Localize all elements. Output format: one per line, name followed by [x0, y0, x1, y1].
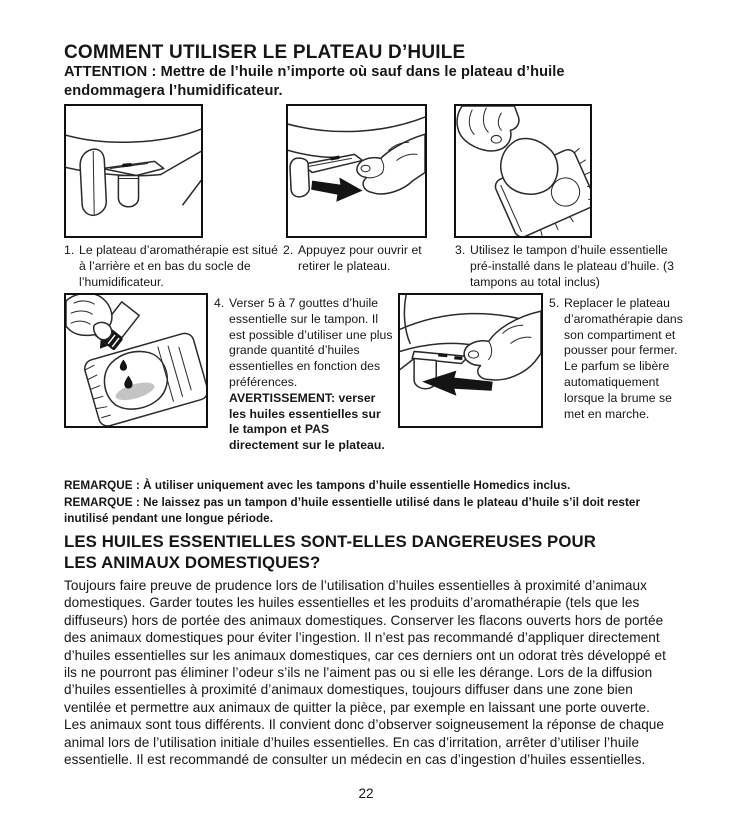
press-open-drawing — [288, 106, 425, 236]
step3-number: 3. — [455, 243, 466, 257]
step5-number: 5. — [549, 296, 560, 310]
remark-1: REMARQUE : À utiliser uniquement avec les tampons d’huile essentielle Homedics inclus. — [64, 479, 571, 492]
step4-caption — [214, 296, 394, 454]
step4-text — [229, 296, 394, 454]
step4-text-normal: Verser 5 à 7 gouttes d’huile essentielle sur le tampon. Il est possible d’utiliser une plus grande quantité d’huiles essentielles en fonction des préférences. — [229, 296, 393, 389]
page-number: 22 — [358, 786, 374, 801]
step4-warning-bold: AVERTISSEMENT: verser les huiles essentielles sur le tampon et PAS directement sur le plateau. — [229, 390, 385, 453]
step5-caption — [549, 296, 685, 422]
step3-text: Utilisez le tampon d’huile essentielle pré-installé dans le plateau d’huile. (3 tampons au total inclus) — [470, 243, 674, 289]
step4-number: 4. — [214, 296, 225, 310]
attention-note: ATTENTION : Mettre de l’huile n’importe où sauf dans le plateau d’huile endommagera l’humidificateur. — [64, 64, 565, 99]
push-closed-drawing — [400, 295, 541, 426]
figure-step3-insert-pad — [454, 104, 592, 238]
figure-step2-press-open — [286, 104, 427, 238]
step1-caption — [64, 243, 280, 290]
figure-step5-push-closed — [398, 293, 543, 428]
step2-number: 2. — [283, 243, 294, 257]
step1-number: 1. — [64, 243, 75, 257]
remark-2: REMARQUE : Ne laissez pas un tampon d’huile essentielle utilisé dans le plateau d’huile s’il doit rester inutilisé pendant une longue période. — [64, 495, 641, 526]
pets-section-heading: LES HUILES ESSENTIELLES SONT-ELLES DANGEREUSES POUR LES ANIMAUX DOMESTIQUES? — [64, 532, 596, 572]
pets-section-body: Toujours faire preuve de prudence lors de l’utilisation d’huiles essentielles à proximité d’animaux domestiques. Garder toutes les huiles essentielles et les produits d’aromathérapie (tels que les diffuseurs) hors de portée des animaux domestiques. Conserver les flacons ouverts hors de portée des animaux domestiques pour éviter l’ingestion. Il n’est pas recommandé d’appliquer directement d’huiles essentielles sur les animaux domestiques, car ces derniers ont un odorat très développé et ils ne pourront pas éliminer l’odeur s’ils ne l’aiment pas ou si elle les dérange. Lors de la diffusion d’huiles essentielles à proximité d’animaux domestiques, toujours diffuser dans une zone bien ventilée et permettre aux animaux de quitter la pièce, par exemple en laissant une porte ouverte. Les animaux sont tous différents. Il convient donc d’observer soigneusement la réponse de chaque animal lors de l’utilisation initiale d’huiles essentielles. En cas d’irritation, arrêter d’utiliser l’huile essentielle. Il est recommandé de consulter un médecin en cas d’ingestion d’huiles essentielles. — [64, 578, 666, 768]
page-title: COMMENT UTILISER LE PLATEAU D’HUILE — [64, 42, 466, 63]
step1-text: Le plateau d’aromathérapie est situé à l’arrière et en bas du socle de l’humidificateur. — [79, 243, 278, 289]
step3-caption — [455, 243, 685, 290]
figure-step4-drip-oil — [64, 293, 208, 428]
figure-step1-tray-location — [64, 104, 203, 238]
tray-location-drawing — [66, 106, 201, 236]
step5-text: Replacer le plateau d’aromathérapie dans son compartiment et pousser pour fermer. Le parfum se libère automatiquement lorsque la brume se met en marche. — [564, 296, 683, 421]
step2-caption — [283, 243, 451, 275]
insert-pad-drawing — [456, 106, 590, 236]
drip-oil-drawing — [66, 295, 206, 426]
remarks-block — [64, 478, 676, 528]
step2-text: Appuyez pour ouvrir et retirer le plateau. — [298, 243, 422, 273]
